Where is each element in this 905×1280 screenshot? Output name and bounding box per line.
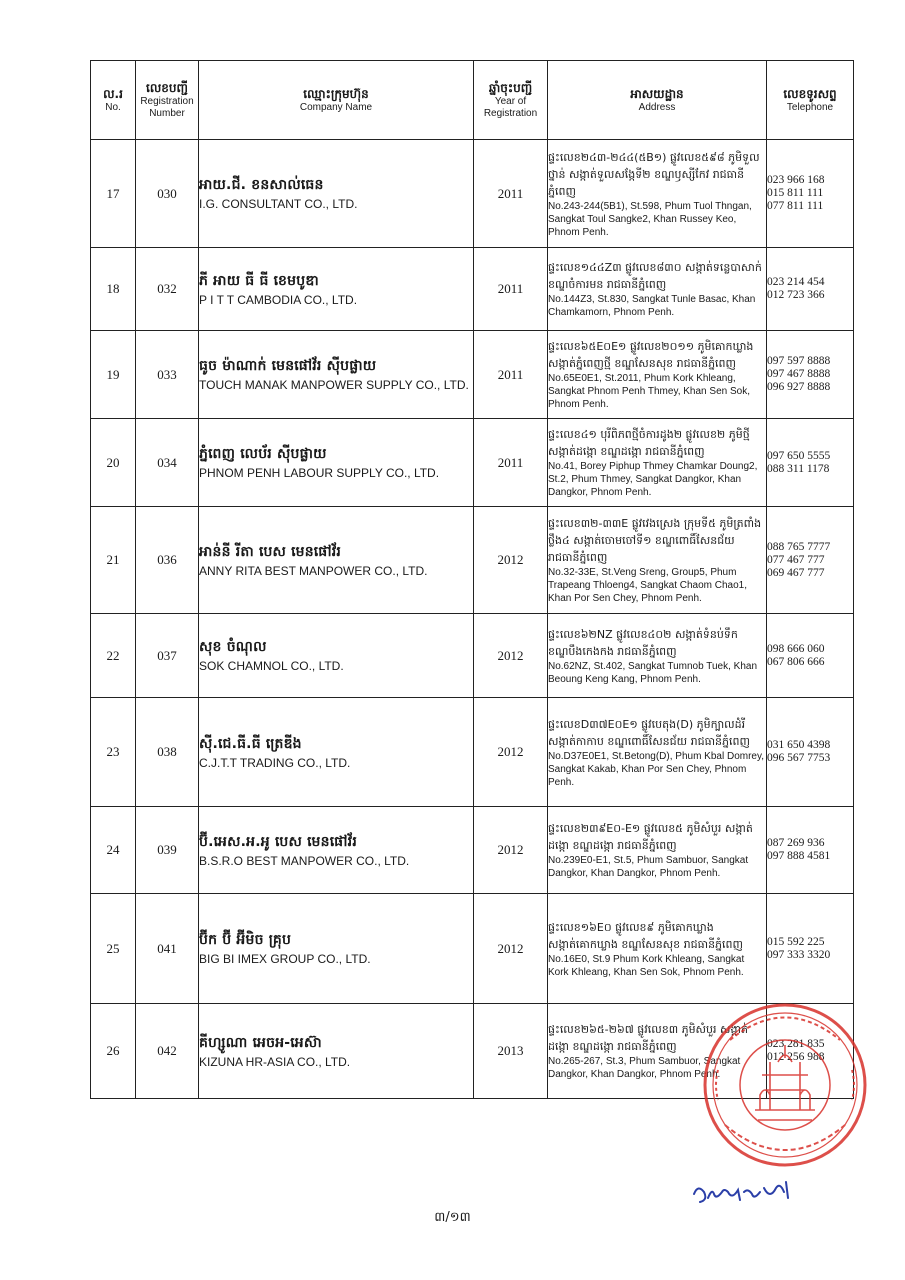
phone-number: 012 256 988: [767, 1051, 825, 1063]
company-name-en: KIZUNA HR-ASIA CO., LTD.: [199, 1054, 351, 1069]
company-name-kh: ប៊ីក ប៊ី អ៊ីមិច គ្រុប: [199, 932, 292, 948]
address-kh: ផ្ទះលេខ៣២-៣៣E ផ្លូវវេងស្រេង ក្រុមទី៥ ភូមិត្រពាំងថ្លឹង៤ សង្កាត់ចោមចៅទី១ ខណ្ឌពោធិ៍សែនជ័យ រាជធានីភ្នំពេញ: [548, 517, 762, 564]
row-no: 22: [91, 614, 136, 698]
table-row: [91, 698, 854, 807]
phone-number: 096 927 8888: [767, 381, 831, 393]
row-year: 2012: [474, 894, 548, 1004]
row-no: 24: [91, 807, 136, 894]
table-row: [91, 507, 854, 614]
phone-number: 069 467 777: [767, 566, 825, 579]
address-kh: ផ្ទះលេខ២៤៣-២៤៤(៥B១) ផ្លូវលេខ៥៩៨ ភូមិទួលថ្នាន់ សង្កាត់ទួលសង្កែទី២ ខណ្ឌឫស្សីកែវ រាជធានីភ្នំពេញ: [548, 150, 760, 198]
address-en: No.65E0E1, St.2011, Phum Kork Khleang, Sangkat Phnom Penh Thmey, Khan Sen Sok, Phnom Penh.: [548, 373, 750, 410]
address-en: No.239E0-E1, St.5, Phum Sambuor, Sangkat Dangkor, Khan Dangkor, Phnom Penh.: [548, 855, 749, 879]
table-row: [91, 140, 854, 248]
header-no: ល.រ No.: [91, 61, 136, 140]
company-name-kh: ប៊ី.អេស.អ.អូ បេស មេនផៅវ័រ: [199, 833, 357, 850]
company-name-en: TOUCH MANAK MANPOWER SUPPLY CO., LTD.: [199, 378, 469, 392]
table-row: [91, 248, 854, 331]
address-en: No.32-33E, St.Veng Sreng, Group5, Phum Trapeang Thloeng4, Sangkat Chaom Chao1, Khan Por Sen Chey, Phnom Penh.: [548, 567, 748, 604]
address-kh: ផ្ទះលេខ២៦៥-២៦៧ ផ្លូវលេខ៣ ភូមិសំបួរ សង្កាត់ដង្កោ ខណ្ឌដង្កោ រាជធានីភ្នំពេញ: [548, 1023, 748, 1053]
phone-number: 097 333 3320: [767, 948, 831, 961]
row-telephone: [767, 807, 854, 894]
header-telephone: លេខទូរសព្ទ Telephone: [767, 61, 854, 140]
phone-number: 097 888 4581: [767, 850, 831, 862]
row-reg-number: 041: [136, 894, 199, 1004]
row-reg-number: 037: [136, 614, 199, 698]
phone-number: 077 467 777: [767, 553, 825, 566]
phone-number: 023 281 835: [767, 1038, 825, 1050]
phone-number: 097 467 8888: [767, 368, 831, 380]
phone-number: 031 650 4398: [767, 739, 831, 751]
phone-number: 088 765 7777: [767, 540, 831, 553]
row-no: 19: [91, 331, 136, 419]
table-row: [91, 807, 854, 894]
header-address: អាសយដ្ឋាន Address: [548, 61, 767, 140]
address-en: No.243-244(5B1), St.598, Phum Tuol Thngan, Sangkat Toul Sangke2, Khan Russey Keo, Phnom Penh.: [548, 200, 752, 238]
row-year: 2012: [474, 698, 548, 807]
row-year: 2011: [474, 331, 548, 419]
company-name-kh: អាន់នី រីតា បេស មេនផៅវ័រ: [199, 543, 342, 560]
row-telephone: [767, 698, 854, 807]
row-year: 2011: [474, 419, 548, 507]
row-telephone: [767, 248, 854, 331]
row-address: [548, 807, 767, 894]
row-reg-number: 042: [136, 1004, 199, 1099]
company-name-en: I.G. CONSULTANT CO., LTD.: [199, 197, 358, 211]
header-registration-number: លេខបញ្ជី Registration Number: [136, 61, 199, 140]
row-telephone: [767, 419, 854, 507]
row-company-name: [199, 331, 474, 419]
row-year: 2011: [474, 140, 548, 248]
row-no: 23: [91, 698, 136, 807]
address-kh: ផ្ទះលេខ៤១ បុរីពិភពថ្មីចំការដូង២ ផ្លូវលេខ២ ភូមិថ្មី សង្កាត់ដង្កោ ខណ្ឌដង្កោ រាជធានីភ្នំពេញ: [548, 428, 750, 458]
row-telephone: [767, 140, 854, 248]
row-company-name: [199, 419, 474, 507]
row-telephone: [767, 331, 854, 419]
table-row: [91, 614, 854, 698]
address-kh: ផ្ទះលេខ២៣៩E០-E១ ផ្លូវលេខ៥ ភូមិសំបួរ សង្កាត់ដង្កោ ខណ្ឌដង្កោ រាជធានីភ្នំពេញ: [548, 822, 753, 852]
table-row: [91, 331, 854, 419]
row-company-name: [199, 140, 474, 248]
row-company-name: [199, 507, 474, 614]
phone-number: 098 666 060: [767, 642, 825, 655]
row-year: 2012: [474, 614, 548, 698]
phone-number: 015 811 111: [767, 187, 824, 199]
company-name-en: SOK CHAMNOL CO., LTD.: [199, 659, 344, 673]
address-en: No.16E0, St.9 Phum Kork Khleang, Sangkat Kork Khleang, Khan Sen Sok, Phnom Penh.: [548, 953, 745, 978]
address-kh: ផ្ទះលេខ១៤៤Z៣ ផ្លូវលេខ៨៣០ សង្កាត់ទន្លេបាសាក់ ខណ្ឌចំការមន រាជធានីភ្នំពេញ: [548, 261, 762, 291]
header-year: ឆ្នាំចុះបញ្ជី Year of Registration: [474, 61, 548, 140]
row-reg-number: 034: [136, 419, 199, 507]
company-name-kh: ស៊ី.ជេ.ធី.ធី ត្រេឌីង: [199, 735, 302, 752]
page-number: ៣/១៣: [434, 1210, 471, 1225]
address-kh: ផ្ទះលេខ៦២NZ ផ្លូវលេខ៤០២ សង្កាត់ទំនប់ទឹក ខណ្ឌបឹងកេងកង រាជធានីភ្នំពេញ: [548, 627, 738, 658]
address-kh: ផ្ទះលេខ១៦E០ ផ្លូវលេខ៩ ភូមិគោកឃ្លាង សង្កាត់គោកឃ្លាង ខណ្ឌសែនសុខ រាជធានីភ្នំពេញ: [548, 920, 743, 951]
phone-number: 012 723 366: [767, 289, 825, 301]
company-name-kh: សុខ ចំណុល: [199, 639, 267, 655]
address-kh: ផ្ទះលេខD៣៧E០E១ ផ្លូវបេតុង(D) ភូមិក្បាលដំរី សង្កាត់កាកាប ខណ្ឌពោធិ៍សែនជ័យ រាជធានីភ្នំពេញ: [548, 717, 750, 748]
phone-number: 023 966 168: [767, 174, 825, 186]
signature-icon: [688, 1170, 798, 1210]
table-header-row: [91, 61, 854, 140]
row-no: 21: [91, 507, 136, 614]
row-address: [548, 1004, 767, 1099]
address-kh: ផ្ទះលេខ៦៥E០E១ ផ្លូវលេខ២០១១ ភូមិគោកឃ្លាង សង្កាត់ភ្នំពេញថ្មី ខណ្ឌសែនសុខ រាជធានីភ្នំពេញ: [548, 340, 754, 370]
row-company-name: [199, 1004, 474, 1099]
company-name-en: BIG BI IMEX GROUP CO., LTD.: [199, 952, 371, 966]
phone-number: 087 269 936: [767, 837, 825, 849]
row-no: 17: [91, 140, 136, 248]
row-company-name: [199, 807, 474, 894]
row-no: 25: [91, 894, 136, 1004]
row-no: 26: [91, 1004, 136, 1099]
row-address: [548, 894, 767, 1004]
row-company-name: [199, 614, 474, 698]
table-row: [91, 419, 854, 507]
row-address: [548, 248, 767, 331]
row-year: 2012: [474, 507, 548, 614]
row-reg-number: 039: [136, 807, 199, 894]
row-company-name: [199, 894, 474, 1004]
phone-number: 088 311 1178: [767, 462, 830, 475]
phone-number: 097 650 5555: [767, 449, 831, 462]
row-reg-number: 030: [136, 140, 199, 248]
company-name-kh: ភី អាយ ធី ធី ខេមបូឌា: [199, 272, 319, 289]
phone-number: 097 597 8888: [767, 355, 831, 367]
company-name-kh: គីហ្សូណា អេចអ-អេស៊ា: [199, 1034, 322, 1051]
row-reg-number: 033: [136, 331, 199, 419]
company-name-en: P I T T CAMBODIA CO., LTD.: [199, 292, 358, 307]
table-row: [91, 894, 854, 1004]
row-company-name: [199, 698, 474, 807]
row-no: 20: [91, 419, 136, 507]
phone-number: 067 806 666: [767, 655, 825, 668]
row-reg-number: 032: [136, 248, 199, 331]
row-address: [548, 331, 767, 419]
row-telephone: [767, 507, 854, 614]
company-name-en: C.J.T.T TRADING CO., LTD.: [199, 755, 351, 770]
row-no: 18: [91, 248, 136, 331]
row-year: 2012: [474, 807, 548, 894]
address-en: No.D37E0E1, St.Betong(D), Phum Kbal Domrey, Sangkat Kakab, Khan Por Sen Chey, Phnom Penh.: [548, 750, 765, 788]
address-en: No.62NZ, St.402, Sangkat Tumnob Tuek, Khan Beoung Keng Kang, Phnom Penh.: [548, 660, 758, 685]
row-address: [548, 614, 767, 698]
table-row: [91, 1004, 854, 1099]
company-name-en: ANNY RITA BEST MANPOWER CO., LTD.: [199, 563, 428, 578]
address-en: No.41, Borey Piphup Thmey Chamkar Doung2, St.2, Phum Thmey, Sangkat Dangkor, Khan Dangkor, Phnom Penh.: [548, 461, 758, 498]
row-address: [548, 140, 767, 248]
row-reg-number: 036: [136, 507, 199, 614]
company-name-en: B.S.R.O BEST MANPOWER CO., LTD.: [199, 853, 410, 868]
row-telephone: [767, 894, 854, 1004]
phone-number: 023 214 454: [767, 276, 825, 288]
company-name-kh: ភ្នំពេញ លេប័រ ស៊ីបផ្លាយ: [199, 446, 327, 462]
row-address: [548, 419, 767, 507]
address-en: No.265-267, St.3, Phum Sambuor, Sangkat Dangkor, Khan Dangkor, Phnom Penh.: [548, 1056, 741, 1080]
company-name-en: PHNOM PENH LABOUR SUPPLY CO., LTD.: [199, 466, 440, 480]
company-registry-table: [90, 60, 854, 1099]
row-year: 2013: [474, 1004, 548, 1099]
row-address: [548, 698, 767, 807]
phone-number: 096 567 7753: [767, 752, 831, 764]
row-telephone: [767, 614, 854, 698]
header-company-name: ឈ្មោះក្រុមហ៊ុន Company Name: [199, 61, 474, 140]
company-name-kh: អាយ.ជី. ខនសាល់ធេន: [199, 177, 324, 193]
row-company-name: [199, 248, 474, 331]
row-reg-number: 038: [136, 698, 199, 807]
row-telephone: [767, 1004, 854, 1099]
company-name-kh: ធូច ម៉ាណាក់ មេនផៅវ័រ ស៊ីបផ្លាយ: [199, 358, 377, 374]
address-en: No.144Z3, St.830, Sangkat Tunle Basac, Khan Chamkamorn, Phnom Penh.: [548, 294, 756, 318]
row-year: 2011: [474, 248, 548, 331]
phone-number: 077 811 111: [767, 200, 824, 212]
row-address: [548, 507, 767, 614]
phone-number: 015 592 225: [767, 935, 825, 948]
